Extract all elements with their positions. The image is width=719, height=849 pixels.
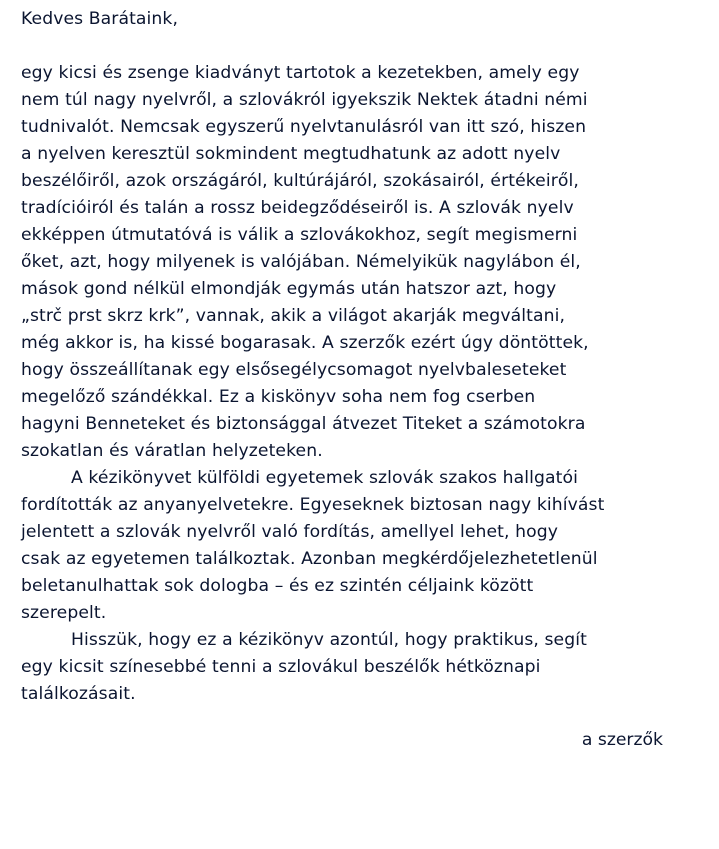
text-line: fordították az anyanyelvetekre. Egyeseknek biztosan nagy kihívást [21, 495, 605, 515]
text-line: tradícióiról és talán a rossz beidegződéseiről is. A szlovák nyelv [21, 198, 574, 218]
letter-paragraph-1 [21, 60, 711, 465]
letter-paragraph-2 [21, 465, 711, 627]
text-line: szerepelt. [21, 603, 107, 623]
text-line: nem túl nagy nyelvről, a szlovákról igyekszik Nektek átadni némi [21, 90, 588, 110]
text-line: hagyni Benneteket és biztonsággal átvezet Titeket a számotokra [21, 414, 586, 434]
text-line: egy kicsit színesebbé tenni a szlovákul beszélők hétköznapi [21, 657, 541, 677]
text-line: még akkor is, ha kissé bogarasak. A szerzők ezért úgy döntöttek, [21, 333, 589, 353]
text-line: a nyelven keresztül sokmindent megtudhatunk az adott nyelv [21, 144, 561, 164]
text-line: A kézikönyvet külföldi egyetemek szlovák szakos hallgatói [71, 468, 578, 488]
text-line: jelentett a szlovák nyelvről való fordítás, amellyel lehet, hogy [21, 522, 559, 542]
text-line: Hisszük, hogy ez a kézikönyv azontúl, hogy praktikus, segít [71, 630, 587, 650]
letter-body [21, 6, 711, 708]
text-line: tudnivalót. Nemcsak egyszerű nyelvtanulásról van itt szó, hiszen [21, 117, 587, 137]
text-line: beszélőiről, azok országáról, kultúrájáról, szokásairól, értékeiről, [21, 171, 579, 191]
text-line: ekképpen útmutatóvá is válik a szlovákokhoz, segít megismerni [21, 225, 578, 245]
text-line: szokatlan és váratlan helyzeteken. [21, 441, 323, 461]
text-line: megelőző szándékkal. Ez a kiskönyv soha nem fog cserben [21, 387, 536, 407]
text-line: találkozásait. [21, 684, 136, 704]
text-line: hogy összeállítanak egy elsősegélycsomagot nyelvbaleseteket [21, 360, 567, 380]
text-line: „strč prst skrz krk”, vannak, akik a világot akarják megváltani, [21, 306, 566, 326]
letter-paragraph-3 [21, 627, 711, 708]
letter-signature: a szerzők [581, 730, 663, 750]
text-line: beletanulhattak sok dologba – és ez szintén céljaink között [21, 576, 534, 596]
text-line: mások gond nélkül elmondják egymás után hatszor azt, hogy [21, 279, 557, 299]
text-line: egy kicsi és zsenge kiadványt tartotok a kezetekben, amely egy [21, 63, 580, 83]
letter-greeting: Kedves Barátaink, [21, 9, 179, 29]
text-line: őket, azt, hogy milyenek is valójában. Némelyikük nagylábon él, [21, 252, 581, 272]
text-line: csak az egyetemen találkoztak. Azonban megkérdőjelezhetetlenül [21, 549, 598, 569]
